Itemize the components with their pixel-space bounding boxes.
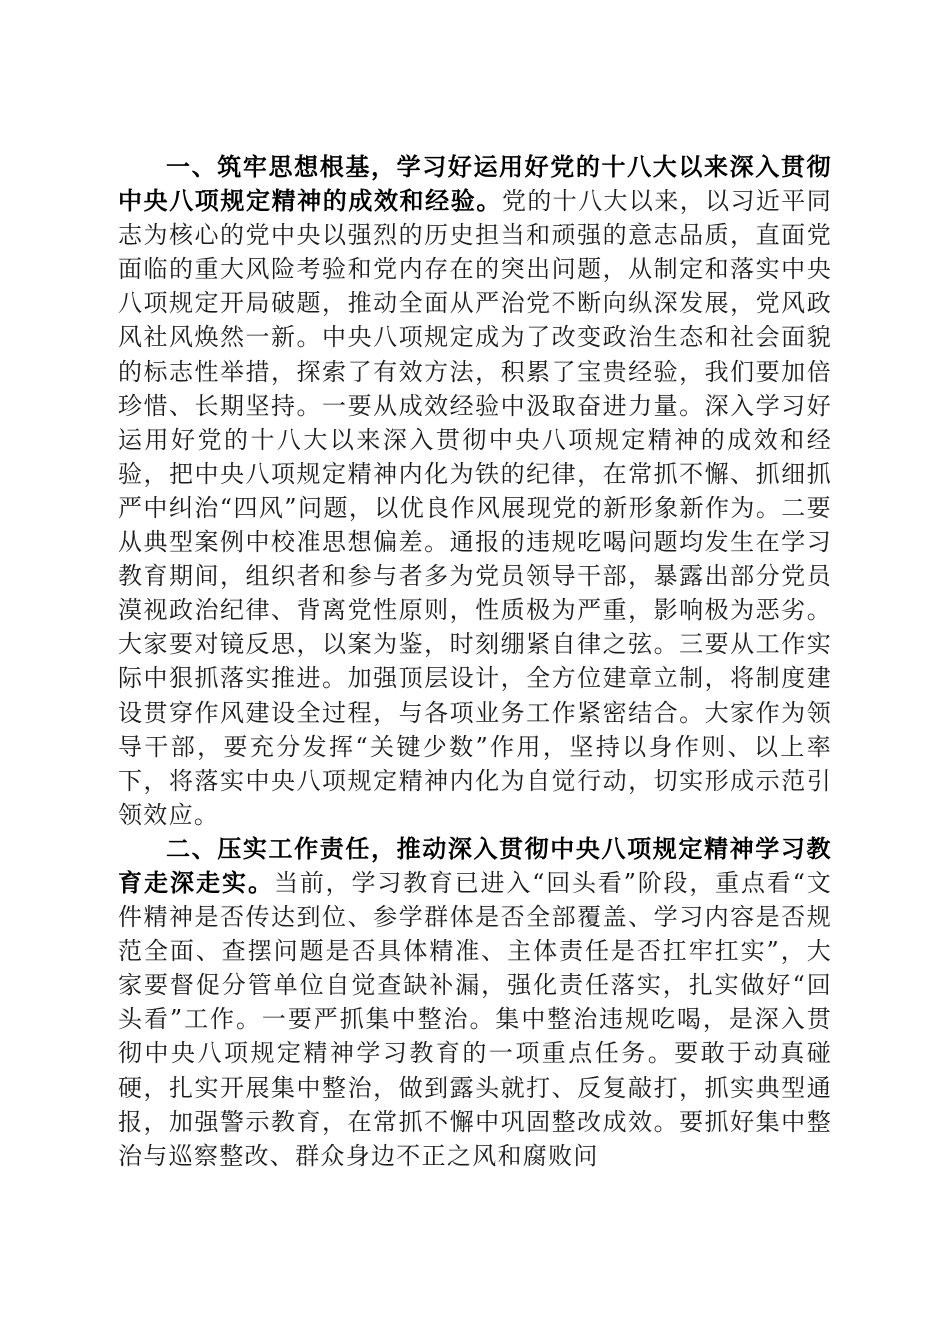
document-body [118, 150, 832, 1173]
paragraph-1-text: 党的十八大以来，以习近平同志为核心的党中央以强烈的历史担当和顽强的意志品质，直面党面临的重大风险考验和党内存在的突出问题，从制定和落实中央八项规定开局破题，推动全面从严治党不断向纵深发展，党风政风社风焕然一新。中央八项规定成为了改变政治生态和社会面貌的标志性举措，探索了有效方法，积累了宝贵经验，我们要加倍珍惜、长期坚持。一要从成效经验中汲取奋进力量。深入学习好运用好党的十八大以来深入贯彻中央八项规定精神的成效和经验，把中央八项规定精神内化为铁的纪律，在常抓不懈、抓细抓严中纠治“四风”问题，以优良作风展现党的新形象新作为。二要从典型案例中校准思想偏差。通报的违规吃喝问题均发生在学习教育期间，组织者和参与者多为党员领导干部，暴露出部分党员漠视政治纪律、背离党性原则，性质极为严重，影响极为恶劣。大家要对镜反思，以案为鉴，时刻绷紧自律之弦。三要从工作实际中狠抓落实推进。加强顶层设计，全方位建章立制，将制度建设贯穿作风建设全过程，与各项业务工作紧密结合。大家作为领导干部，要充分发挥“关键少数”作用，坚持以身作则、以上率下，将落实中央八项规定精神内化为自觉行动，切实形成示范引领效应。 [118, 187, 833, 829]
section-heading-1: 一、筑牢思想根基，学习好运用好党的十八大以来深入贯彻中央八项规定精神的成效和经验。 [118, 153, 832, 216]
paragraph-2 [118, 832, 832, 1173]
paragraph-2-text: 当前，学习教育已进入“回头看”阶段，重点看“文件精神是否传达到位、参学群体是否全部覆盖、学习内容是否规范全面、查摆问题是否具体精准、主体责任是否扛牢扛实”，大家要督促分管单位自觉查缺补漏，强化责任落实，扎实做好“回头看”工作。一要严抓集中整治。集中整治违规吃喝，是深入贯彻中央八项规定精神学习教育的一项重点任务。要敢于动真碰硬，扎实开展集中整治，做到露头就打、反复敲打，抓实典型通报，加强警示教育，在常抓不懈中巩固整改成效。要抓好集中整治与巡察整改、群众身边不正之风和腐败问 [118, 868, 832, 1170]
section-heading-2: 二、压实工作责任，推动深入贯彻中央八项规定精神学习教育走深走实。 [118, 834, 832, 897]
paragraph-1 [118, 150, 832, 832]
